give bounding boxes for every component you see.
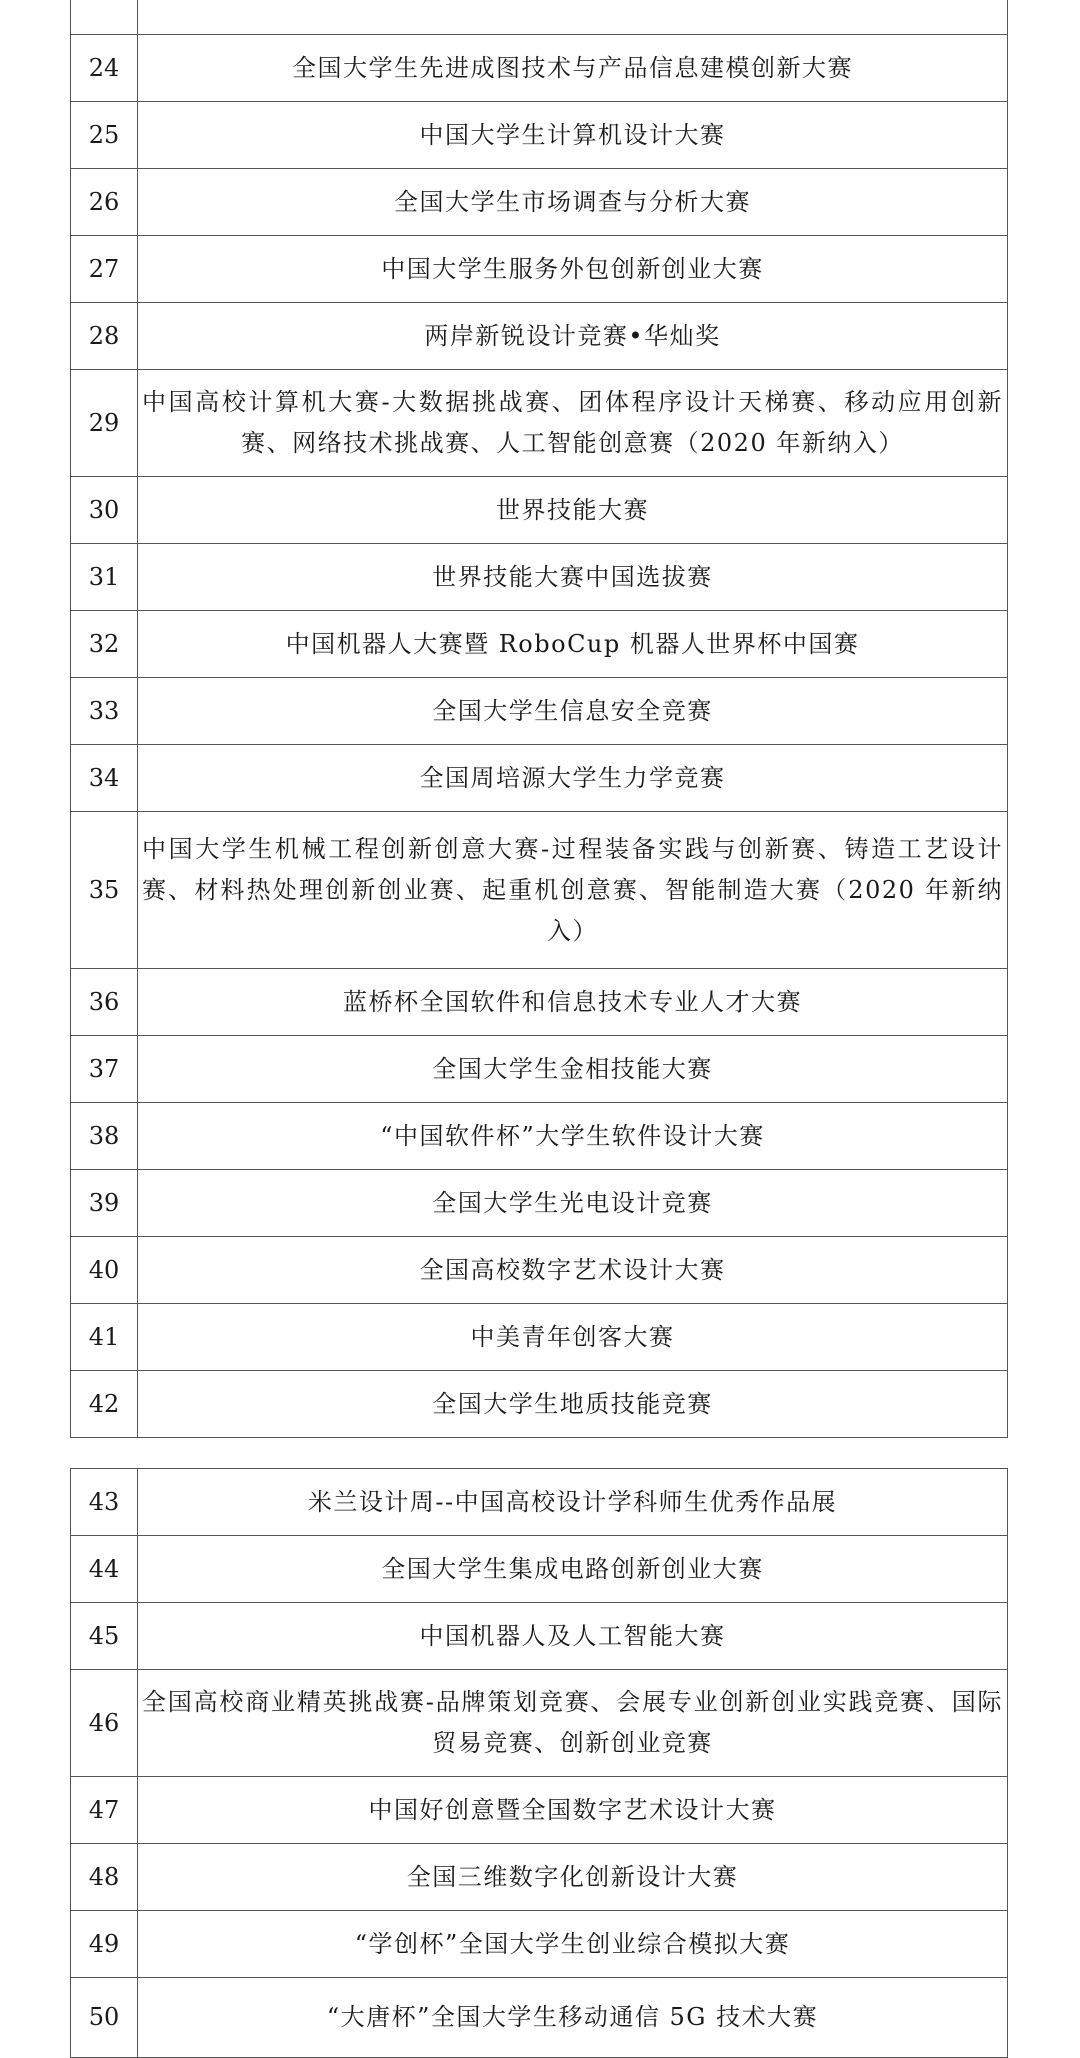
row-number [71, 0, 138, 35]
table-row [71, 812, 1008, 969]
row-number: 33 [71, 678, 138, 745]
competition-name: “学创杯”全国大学生创业综合模拟大赛 [138, 1911, 1008, 1978]
row-number: 29 [71, 370, 138, 477]
row-number: 24 [71, 35, 138, 102]
table-row [71, 1036, 1008, 1103]
table-row [71, 1777, 1008, 1844]
competition-name: 中国大学生服务外包创新创业大赛 [138, 236, 1008, 303]
row-number: 27 [71, 236, 138, 303]
competition-name: 全国大学生地质技能竞赛 [138, 1371, 1008, 1438]
table-row [71, 745, 1008, 812]
competition-name: “大唐杯”全国大学生移动通信 5G 技术大赛 [138, 1978, 1008, 2058]
row-number: 35 [71, 812, 138, 969]
competition-name: 蓝桥杯全国软件和信息技术专业人才大赛 [138, 969, 1008, 1036]
row-number: 50 [71, 1978, 138, 2058]
row-number: 47 [71, 1777, 138, 1844]
table-row [71, 1237, 1008, 1304]
table-row [71, 1536, 1008, 1603]
row-number: 45 [71, 1603, 138, 1670]
table-row [71, 35, 1008, 102]
row-number: 44 [71, 1536, 138, 1603]
competition-name: 全国大学生先进成图技术与产品信息建模创新大赛 [138, 35, 1008, 102]
competition-name: 全国大学生金相技能大赛 [138, 1036, 1008, 1103]
row-number: 48 [71, 1844, 138, 1911]
table-row [71, 544, 1008, 611]
row-number: 31 [71, 544, 138, 611]
competition-name: 世界技能大赛 [138, 477, 1008, 544]
competition-name: 全国大学生集成电路创新创业大赛 [138, 1536, 1008, 1603]
competition-name: 全国大学生光电设计竞赛 [138, 1170, 1008, 1237]
table-row [71, 0, 1008, 35]
competition-name: 全国大学生信息安全竞赛 [138, 678, 1008, 745]
competition-name: 中国机器人大赛暨 RoboCup 机器人世界杯中国赛 [138, 611, 1008, 678]
competition-table-top [70, 0, 1008, 1438]
table-row [71, 611, 1008, 678]
row-number: 30 [71, 477, 138, 544]
table-row [71, 1103, 1008, 1170]
table-row [71, 1170, 1008, 1237]
table-row [71, 370, 1008, 477]
table-row [71, 1978, 1008, 2058]
competition-name: 米兰设计周--中国高校设计学科师生优秀作品展 [138, 1469, 1008, 1536]
row-number: 36 [71, 969, 138, 1036]
table-row [71, 969, 1008, 1036]
row-number: 43 [71, 1469, 138, 1536]
row-number: 42 [71, 1371, 138, 1438]
competition-name: “中国软件杯”大学生软件设计大赛 [138, 1103, 1008, 1170]
competition-name: 中国好创意暨全国数字艺术设计大赛 [138, 1777, 1008, 1844]
competition-name: 全国周培源大学生力学竞赛 [138, 745, 1008, 812]
competition-name: 中国大学生机械工程创新创意大赛-过程装备实践与创新赛、铸造工艺设计赛、材料热处理创新创业赛、起重机创意赛、智能制造大赛（2020 年新纳入） [138, 812, 1008, 969]
competition-name [138, 0, 1008, 35]
row-number: 38 [71, 1103, 138, 1170]
row-number: 40 [71, 1237, 138, 1304]
table-row [71, 1670, 1008, 1777]
row-number: 34 [71, 745, 138, 812]
table-row [71, 1844, 1008, 1911]
competition-name: 全国高校数字艺术设计大赛 [138, 1237, 1008, 1304]
competition-name: 世界技能大赛中国选拔赛 [138, 544, 1008, 611]
competition-name: 两岸新锐设计竞赛•华灿奖 [138, 303, 1008, 370]
row-number: 25 [71, 102, 138, 169]
row-number: 32 [71, 611, 138, 678]
row-number: 41 [71, 1304, 138, 1371]
competition-name: 中国高校计算机大赛-大数据挑战赛、团体程序设计天梯赛、移动应用创新赛、网络技术挑战赛、人工智能创意赛（2020 年新纳入） [138, 370, 1008, 477]
table-row [71, 477, 1008, 544]
table-row [71, 1371, 1008, 1438]
table-row [71, 169, 1008, 236]
row-number: 28 [71, 303, 138, 370]
competition-name: 全国大学生市场调查与分析大赛 [138, 169, 1008, 236]
table-row [71, 1304, 1008, 1371]
row-number: 39 [71, 1170, 138, 1237]
competition-name: 全国三维数字化创新设计大赛 [138, 1844, 1008, 1911]
table-row [71, 1469, 1008, 1536]
row-number: 37 [71, 1036, 138, 1103]
table-row [71, 1911, 1008, 1978]
competition-name: 中美青年创客大赛 [138, 1304, 1008, 1371]
competition-table-bottom [70, 1468, 1008, 2058]
row-number: 49 [71, 1911, 138, 1978]
table-row [71, 236, 1008, 303]
table-row [71, 678, 1008, 745]
table-row [71, 303, 1008, 370]
table-row [71, 102, 1008, 169]
table-row [71, 1603, 1008, 1670]
row-number: 26 [71, 169, 138, 236]
competition-name: 中国机器人及人工智能大赛 [138, 1603, 1008, 1670]
competition-name: 全国高校商业精英挑战赛-品牌策划竞赛、会展专业创新创业实践竞赛、国际贸易竞赛、创新创业竞赛 [138, 1670, 1008, 1777]
competition-name: 中国大学生计算机设计大赛 [138, 102, 1008, 169]
row-number: 46 [71, 1670, 138, 1777]
